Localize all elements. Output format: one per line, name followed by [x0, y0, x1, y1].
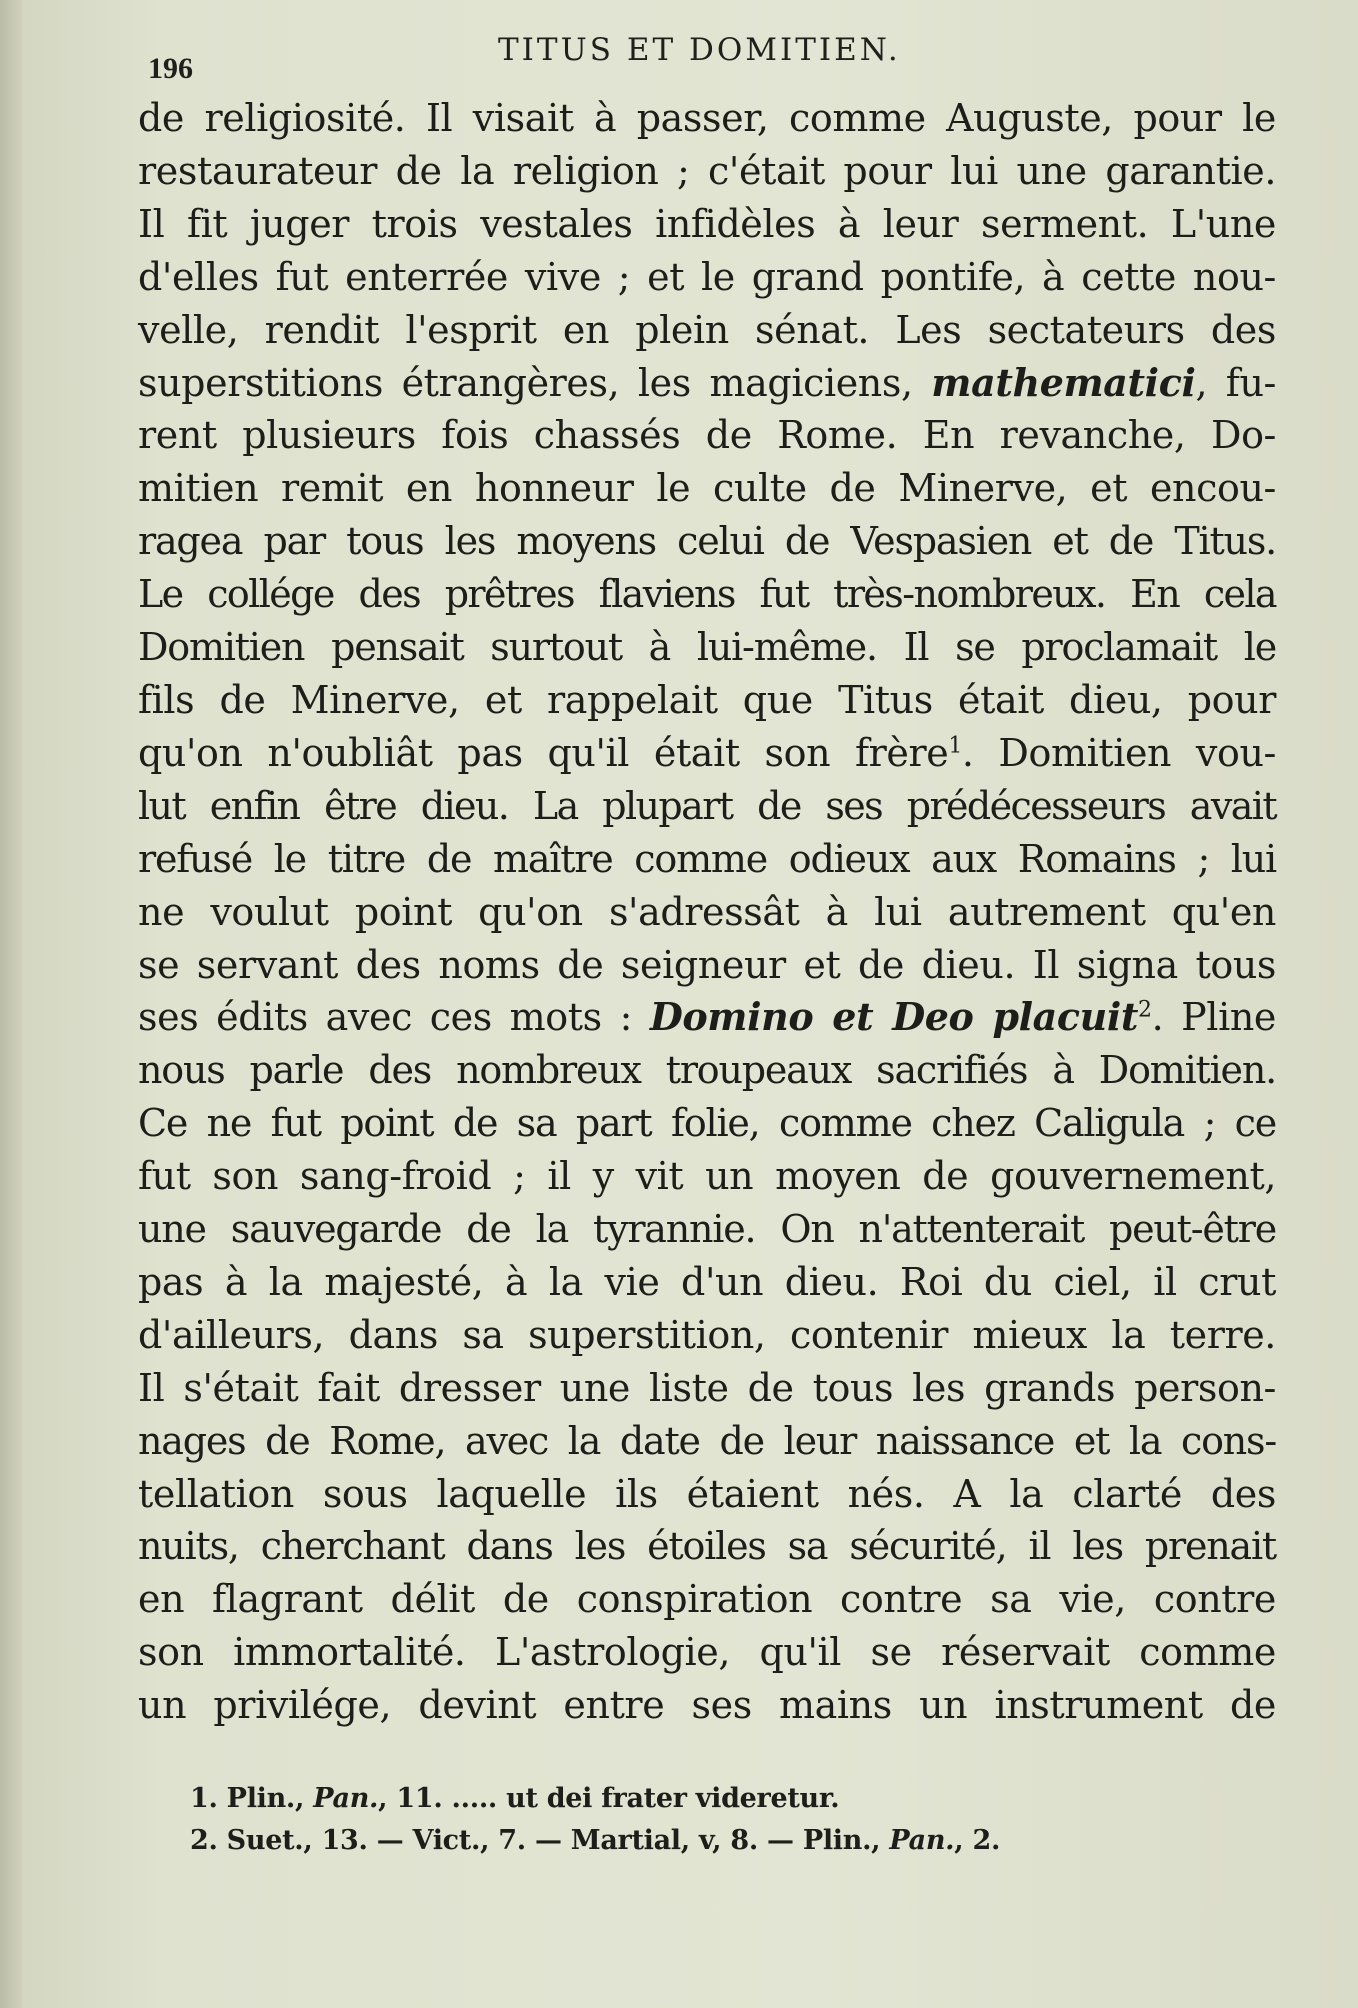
text-line: refusé le titre de maître comme odieux aux Romains ; lui — [138, 836, 1276, 881]
text-line: fut son sang-froid ; il y vit un moyen de gouvernement, — [138, 1154, 1276, 1199]
italic-quote: Domino et Deo placuit — [649, 994, 1139, 1040]
text-line: d'elles fut enterrée vive ; et le grand pontife, à cette nou- — [138, 254, 1276, 299]
text-line: pas à la majesté, à la vie d'un dieu. Roi du ciel, il crut — [138, 1259, 1276, 1304]
text-line: un privilége, devint entre ses mains un instrument de — [138, 1683, 1276, 1728]
text-line-with-footnote-ref — [138, 727, 1276, 780]
italic-abbrev: Pan. — [313, 1783, 379, 1814]
text-segment: , 2. — [954, 1825, 1001, 1856]
text-line: velle, rendit l'esprit en plein sénat. Les sectateurs des — [138, 307, 1276, 352]
text-segment: . Pline — [1151, 995, 1276, 1040]
text-line: nages de Rome, avec la date de leur naissance et la cons- — [138, 1418, 1276, 1463]
text-segment: ses édits avec ces mots : — [138, 995, 650, 1040]
footnote-ref-2: 2 — [1138, 997, 1152, 1023]
text-line: rent plusieurs fois chassés de Rome. En revanche, Do- — [138, 413, 1276, 458]
text-segment: 2. Suet., 13. — Vict., 7. — Martial, v, 8. — Plin., — [190, 1825, 890, 1856]
text-line: mitien remit en honneur le culte de Minerve, et encou- — [138, 466, 1276, 511]
italic-abbrev: Pan. — [889, 1825, 955, 1856]
text-line-with-italic — [138, 357, 1276, 410]
text-line: fils de Minerve, et rappelait que Titus était dieu, pour — [138, 677, 1276, 722]
body-text — [138, 92, 1276, 1732]
italic-term: mathematici — [931, 359, 1196, 405]
text-line: Domitien pensait surtout à lui-même. Il se proclamait le — [138, 625, 1276, 670]
page-header — [148, 26, 1278, 85]
text-line: une sauvegarde de la tyrannie. On n'attenterait peut-être — [138, 1207, 1276, 1252]
footnote-1 — [190, 1778, 1190, 1820]
footnote-2 — [190, 1820, 1190, 1862]
text-line: Le collége des prêtres flaviens fut très-nombreux. En cela — [138, 572, 1276, 617]
footnote-ref-1: 1 — [948, 733, 962, 759]
text-line: lut enfin être dieu. La plupart de ses prédécesseurs avait — [138, 783, 1276, 828]
text-line: Il fit juger trois vestales infidèles à leur serment. L'une — [138, 201, 1276, 246]
text-line: Il s'était fait dresser une liste de tous les grands person- — [138, 1365, 1276, 1410]
text-line: son immortalité. L'astrologie, qu'il se réservait comme — [138, 1630, 1276, 1675]
text-line: ragea par tous les moyens celui de Vespasien et de Titus. — [138, 519, 1276, 564]
text-segment: , 11. ..... ut dei frater videretur. — [378, 1783, 840, 1814]
text-line: Ce ne fut point de sa part folie, comme chez Caligula ; ce — [138, 1101, 1276, 1146]
text-line: d'ailleurs, dans sa superstition, contenir mieux la terre. — [138, 1312, 1276, 1357]
text-line: nous parle des nombreux troupeaux sacrifiés à Domitien. — [138, 1048, 1276, 1093]
footnotes — [190, 1778, 1190, 1862]
text-segment: . Domitien vou- — [961, 730, 1276, 775]
text-line: restaurateur de la religion ; c'était pour lui une garantie. — [138, 148, 1276, 193]
text-line: nuits, cherchant dans les étoiles sa sécurité, il les prenait — [138, 1524, 1276, 1569]
text-segment: superstitions étrangères, les magiciens, — [138, 360, 932, 405]
text-line: se servant des noms de seigneur et de dieu. Il signa tous — [138, 942, 1276, 987]
text-segment: , fu- — [1195, 360, 1276, 405]
running-head: TITUS ET DOMITIEN. — [498, 32, 901, 68]
text-line-with-italic — [138, 991, 1276, 1044]
text-line: de religiosité. Il visait à passer, comme Auguste, pour le — [138, 96, 1276, 140]
text-segment: 1. Plin., — [190, 1783, 314, 1814]
text-segment: qu'on n'oubliât pas qu'il était son frère — [138, 730, 949, 775]
text-line: en flagrant délit de conspiration contre sa vie, contre — [138, 1577, 1276, 1622]
text-line: ne voulut point qu'on s'adressât à lui autrement qu'en — [138, 889, 1276, 934]
page-binding-edge — [0, 0, 22, 2008]
text-line: tellation sous laquelle ils étaient nés. A la clarté des — [138, 1471, 1276, 1516]
page-number: 196 — [148, 52, 193, 85]
